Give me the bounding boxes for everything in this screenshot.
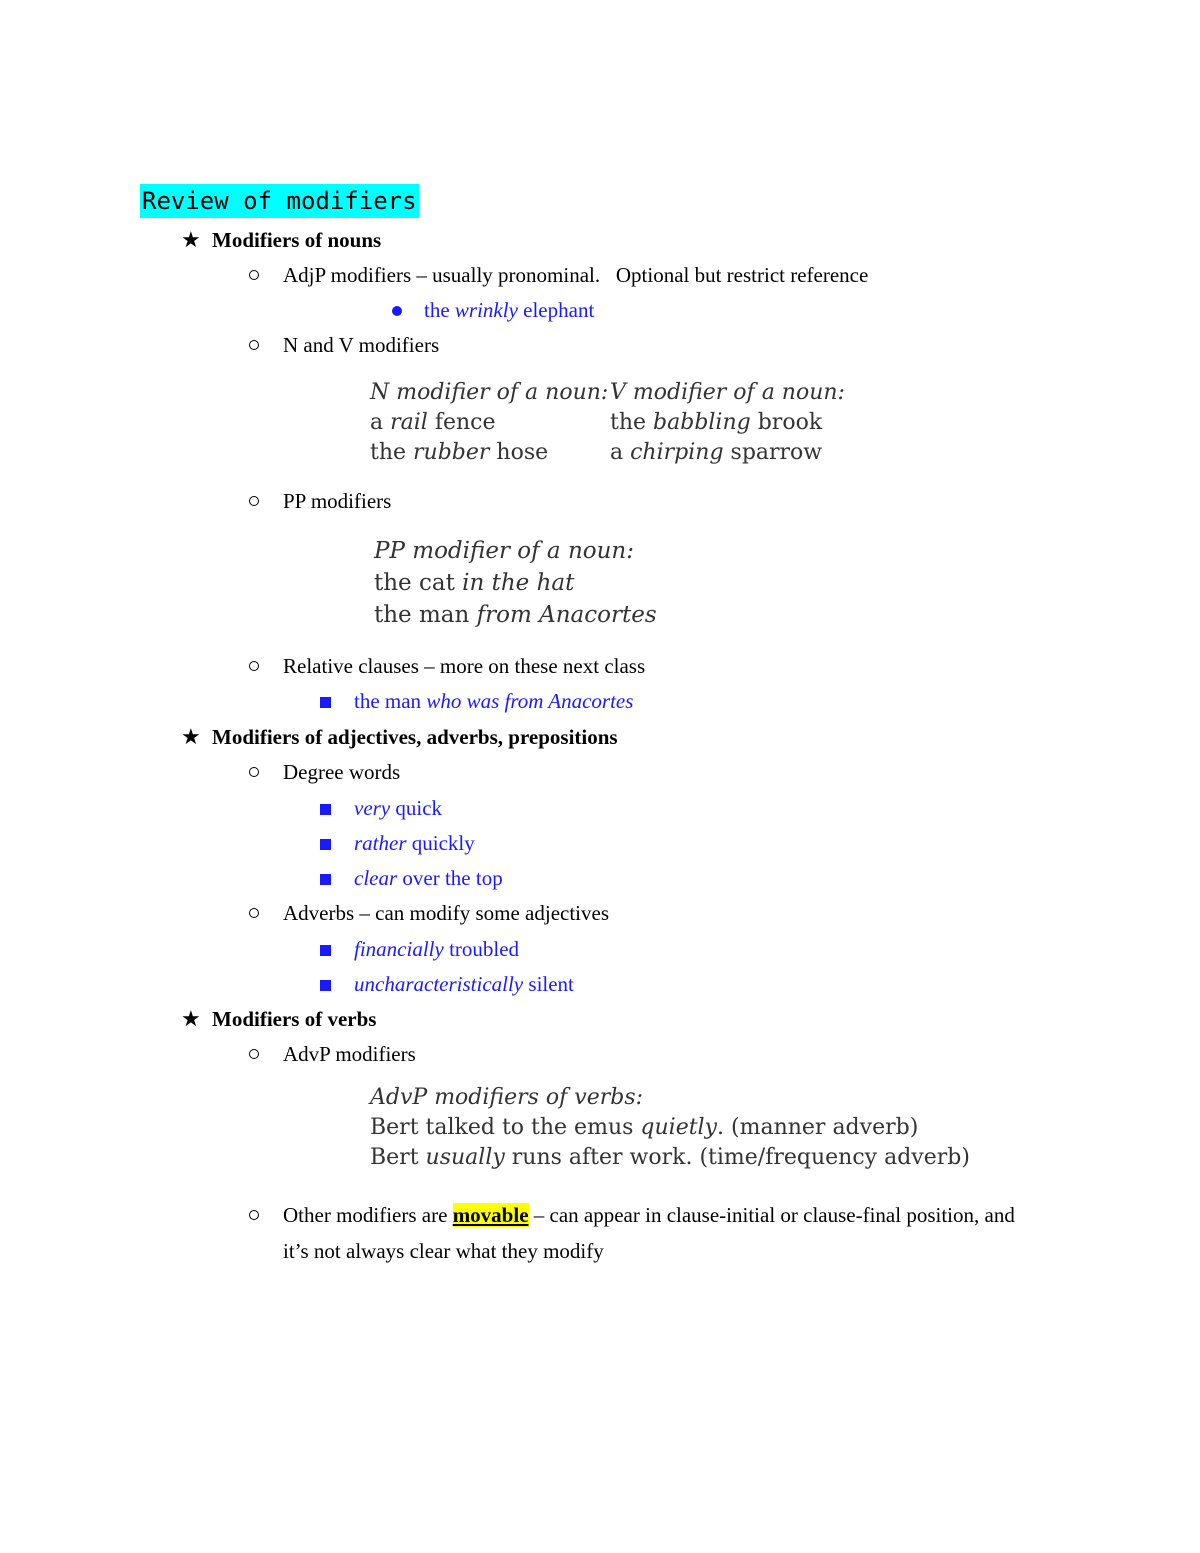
heading-nouns: ★ Modifiers of nouns [181,227,382,252]
example-adverb: financially troubled [354,937,519,962]
dot-bullet-icon [392,306,402,316]
circle-bullet-icon [249,1049,259,1059]
nv-table-n-col: N modifier of a noun: a rail fence the rubber hose [370,380,609,465]
circle-bullet-icon [249,1210,259,1220]
square-bullet-icon [320,839,331,850]
nv-table-v-col: V modifier of a noun: the babbling brook a chirping sparrow [610,380,845,465]
circle-bullet-icon [249,270,259,280]
item-other-modifiers-line2: it’s not always clear what they modify [283,1239,604,1263]
circle-bullet-icon [249,767,259,777]
item-relative: Relative clauses – more on these next class [283,654,645,679]
star-icon: ★ [181,227,201,252]
example-degree: rather quickly [354,831,475,856]
example-relative: the man who was from Anacortes [354,689,633,714]
square-bullet-icon [320,804,331,815]
advp-box: AdvP modifiers of verbs: Bert talked to the emus quietly. (manner adverb) Bert usually runs after work. (time/frequency adverb) [370,1085,970,1170]
movable-highlight: movable [452,1203,529,1227]
item-adjp: AdjP modifiers – usually pronominal. Optional but restrict reference [283,263,868,288]
circle-bullet-icon [249,496,259,506]
star-icon: ★ [181,1006,201,1031]
heading-adjectives: ★ Modifiers of adjectives, adverbs, prepositions [181,724,618,749]
example-degree: very quick [354,796,442,821]
item-pp: PP modifiers [283,489,391,514]
star-icon: ★ [181,724,201,749]
item-advp: AdvP modifiers [283,1042,416,1067]
circle-bullet-icon [249,908,259,918]
square-bullet-icon [320,945,331,956]
pp-box: PP modifier of a noun: the cat in the hat the man from Anacortes [374,538,657,628]
item-other-modifiers: Other modifiers are movable – can appear in clause-initial or clause-final position, and [283,1203,1015,1228]
circle-bullet-icon [249,661,259,671]
item-degree: Degree words [283,760,400,785]
square-bullet-icon [320,874,331,885]
example-adverb: uncharacteristically silent [354,972,574,997]
circle-bullet-icon [249,340,259,350]
item-nv: N and V modifiers [283,333,439,358]
heading-verbs: ★ Modifiers of verbs [181,1006,377,1031]
page-title: Review of modifiers [140,184,419,218]
square-bullet-icon [320,697,331,708]
square-bullet-icon [320,980,331,991]
example-adjp: the wrinkly elephant [424,298,594,323]
item-adverbs: Adverbs – can modify some adjectives [283,901,609,926]
example-degree: clear over the top [354,866,503,891]
